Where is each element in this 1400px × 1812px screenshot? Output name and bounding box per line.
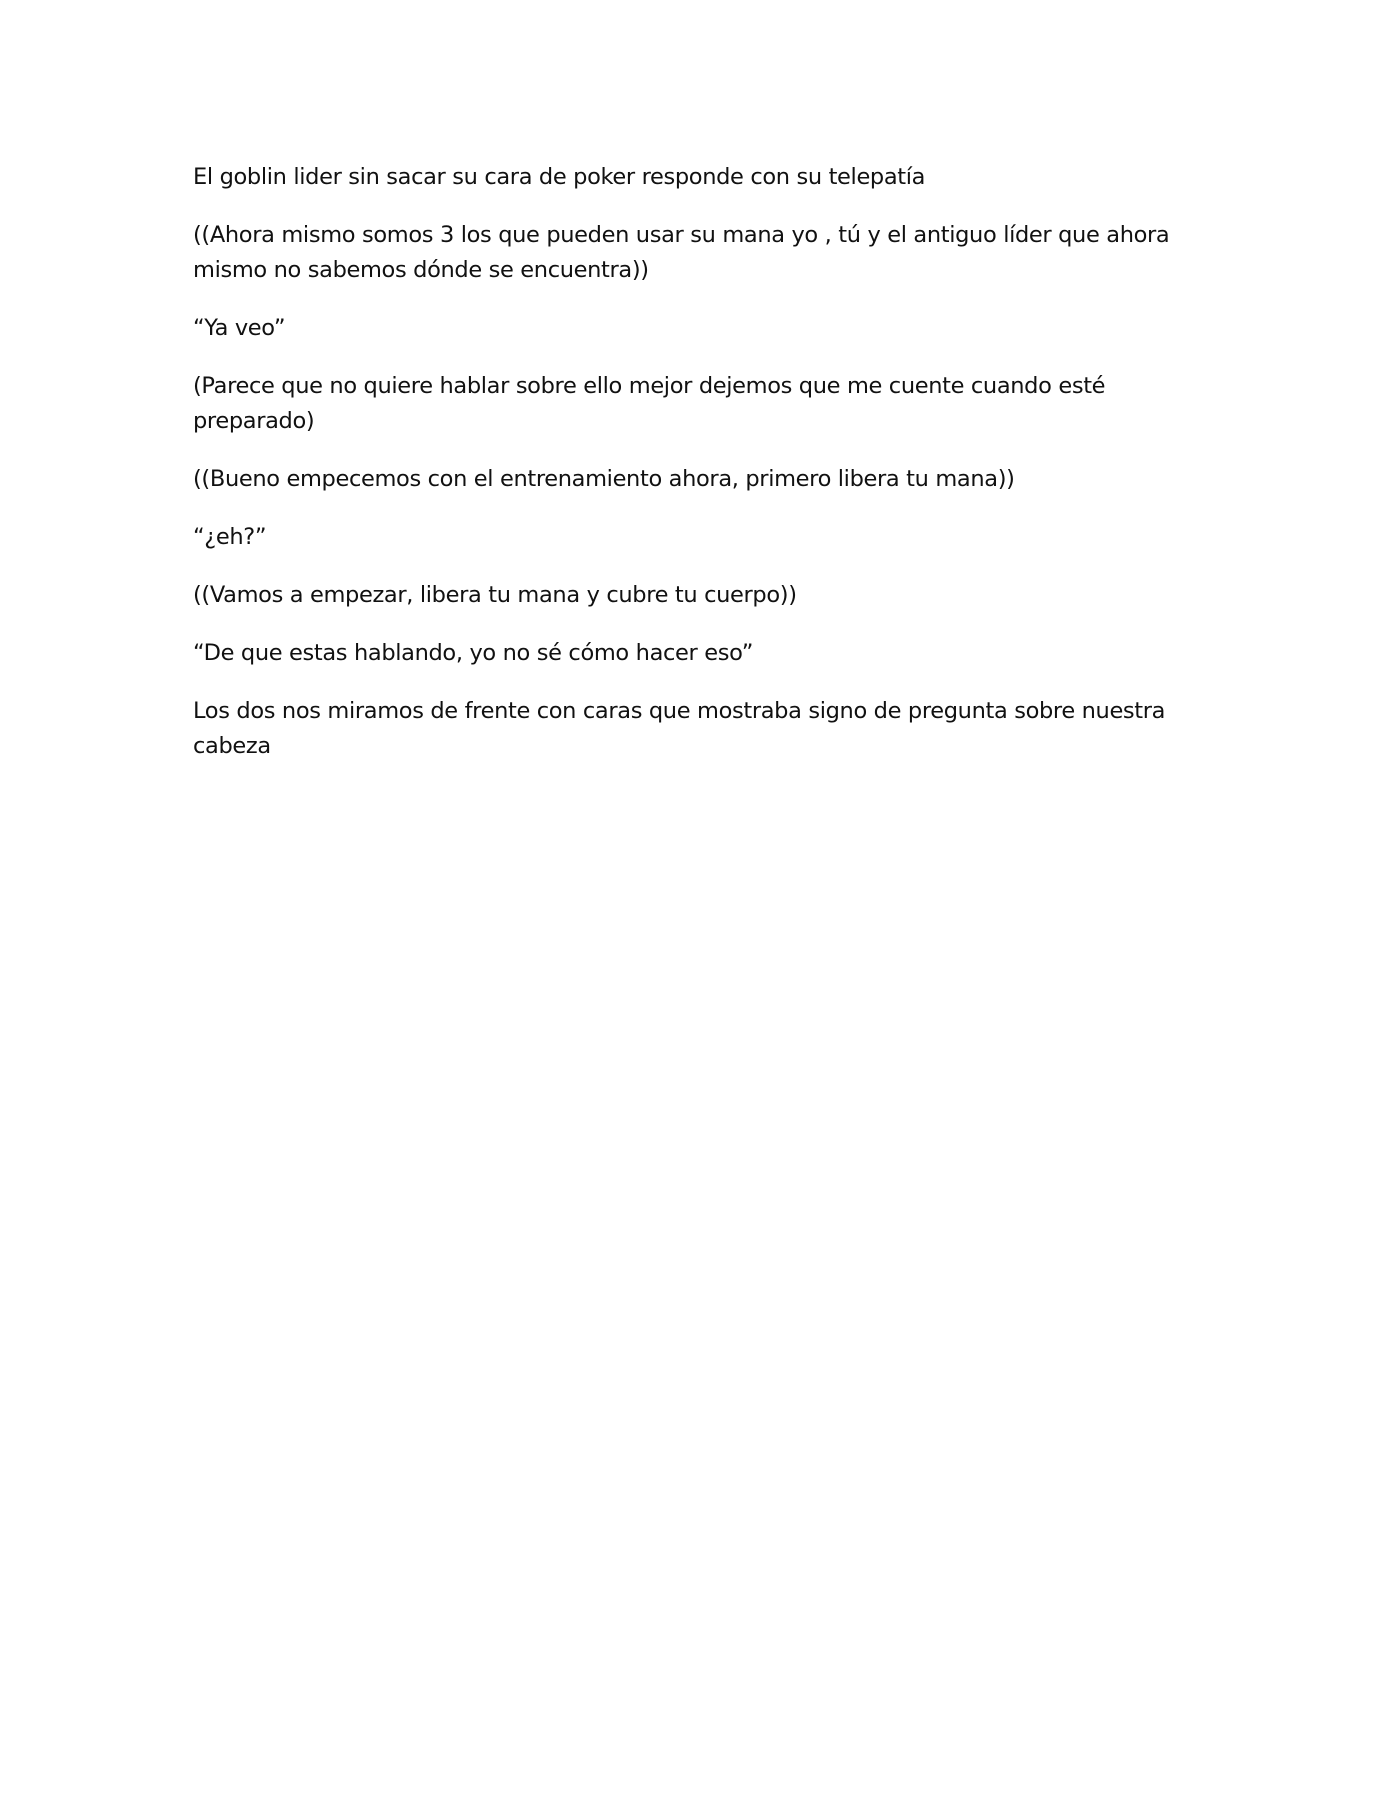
- paragraph-dialogue-1: “Ya veo”: [193, 315, 286, 341]
- paragraph-telepathy-3: ((Vamos a empezar, libera tu mana y cubre tu cuerpo)): [193, 582, 797, 608]
- paragraph-telepathy-1: ((Ahora mismo somos 3 los que pueden usar su mana yo , tú y el antiguo líder que ahora mismo no sabemos dónde se encuentra)): [193, 222, 1170, 283]
- paragraph-narration-1: El goblin lider sin sacar su cara de poker responde con su telepatía: [193, 164, 926, 190]
- document-body: [193, 160, 1223, 787]
- paragraph-dialogue-3: “De que estas hablando, yo no sé cómo hacer eso”: [193, 640, 754, 666]
- paragraph-thought-1: (Parece que no quiere hablar sobre ello mejor dejemos que me cuente cuando esté preparado): [193, 373, 1106, 434]
- paragraph-narration-2: Los dos nos miramos de frente con caras que mostraba signo de pregunta sobre nuestra cabeza: [193, 698, 1166, 759]
- paragraph-telepathy-2: ((Bueno empecemos con el entrenamiento ahora, primero libera tu mana)): [193, 466, 1015, 492]
- paragraph-dialogue-2: “¿eh?”: [193, 524, 267, 550]
